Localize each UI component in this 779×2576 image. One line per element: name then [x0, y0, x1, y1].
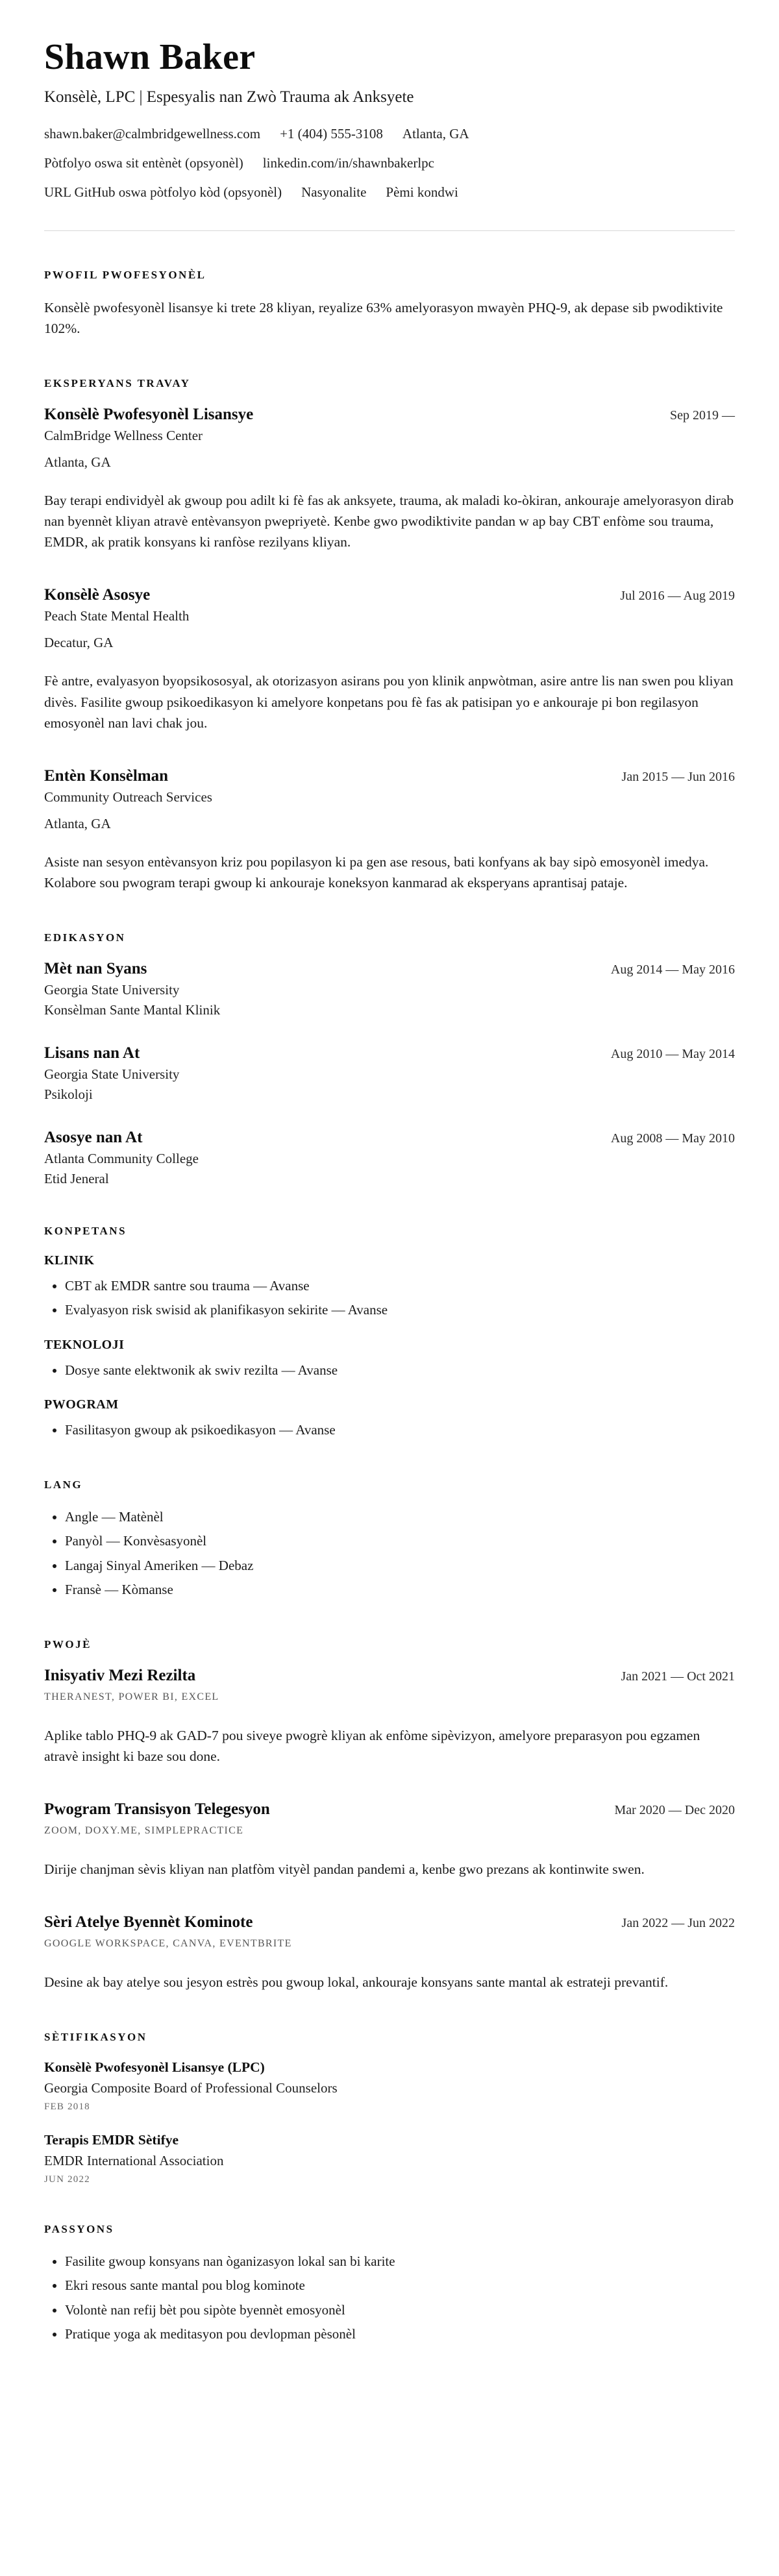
- contact-row-3: [44, 184, 735, 201]
- phone-text: +1 (404) 555-3108: [280, 126, 383, 141]
- job-description: Bay terapi endividyèl ak gwoup pou adilt ki fè fas ak anksyete, trauma, ak maladi ko-òkiran, ankouraje amelyorasyon dirab nan byennèt kliyan atravè entèvansyon pwepriyetè. Kenbe gwo pwodiktivite pandan w ap bay CBT enfòme sou trauma, EMDR, ak pratik konsyans ki ranfòse rezilyans kliyan.: [44, 492, 734, 550]
- experience-entry: [44, 586, 735, 733]
- education-entry: [44, 1129, 735, 1187]
- job-dates: Jul 2016 — Aug 2019: [620, 589, 735, 604]
- skill-list: [44, 1420, 735, 1441]
- nationality-text: Nasyonalite: [301, 184, 367, 200]
- degree-title: Mèt nan Syans: [44, 959, 147, 977]
- language-item: • Fransè — Kòmanse: [65, 1580, 735, 1601]
- project-name: Inisyativ Mezi Rezilta: [44, 1666, 196, 1684]
- section-heading-profile: PWOFIL PWOFESYONÈL: [44, 269, 206, 281]
- experience-entry-head: [44, 406, 735, 424]
- skill-group-name: PWOGRAM: [44, 1397, 119, 1412]
- education-entry-head: [44, 960, 735, 978]
- certification-entry: [44, 2132, 735, 2185]
- experience-entry-head: [44, 767, 735, 785]
- skill-item: • Dosye sante elektwonik ak swiv rezilta — Avanse: [65, 1360, 735, 1381]
- job-location: Atlanta, GA: [44, 454, 111, 470]
- skill-group-name: TEKNOLOJI: [44, 1337, 125, 1352]
- github-url-text: URL GitHub oswa pòtfolyo kòd (opsyonèl): [44, 184, 282, 200]
- certification-name: Terapis EMDR Sètifye: [44, 2131, 179, 2148]
- linkedin-text: linkedin.com/in/shawnbakerlpc: [262, 155, 434, 171]
- project-description: Dirije chanjman sèvis kliyan nan platfòm vityèl pandan pandemi a, kenbe gwo prezans ak kontinwite swen.: [44, 1861, 645, 1877]
- person-title: Konsèlè, LPC | Espesyalis nan Zwò Trauma ak Anksyete: [44, 88, 414, 106]
- education-entry-head: [44, 1129, 735, 1147]
- skill-item: • Fasilitasyon gwoup ak psikoedikasyon — Avanse: [65, 1420, 735, 1441]
- section-experience: [44, 377, 735, 894]
- experience-entry: [44, 406, 735, 553]
- job-title: Entèn Konsèlman: [44, 767, 169, 785]
- contact-row-1: [44, 126, 735, 142]
- header-divider: [44, 230, 735, 231]
- passion-item: • Ekri resous sante mantal pou blog kominote: [65, 2275, 735, 2296]
- company-name: Community Outreach Services: [44, 789, 212, 805]
- project-tech-stack: GOOGLE WORKSPACE, CANVA, EVENTBRITE: [44, 1938, 292, 1950]
- job-location: Atlanta, GA: [44, 816, 111, 831]
- skill-group-technology: [44, 1338, 735, 1381]
- location-text: Atlanta, GA: [402, 126, 469, 141]
- section-heading-education: EDIKASYON: [44, 931, 126, 944]
- section-heading-certifications: SÈTIFIKASYON: [44, 2030, 147, 2043]
- job-description: Asiste nan sesyon entèvansyon kriz pou popilasyon ki pa gen ase resous, bati konfyans ak bay sipò emosyonèl imedya. Kolabore sou pwogram terapi gwoup ki ankouraje koneksyon kanmarad ak eksperyans aprantisaj pataje.: [44, 854, 709, 891]
- job-title: Konsèlè Asosye: [44, 586, 151, 604]
- certification-name: Konsèlè Pwofesyonèl Lisansye (LPC): [44, 2059, 265, 2075]
- language-list: [44, 1507, 735, 1601]
- passion-list: [44, 2251, 735, 2345]
- education-entry: [44, 1044, 735, 1103]
- language-item: • Angle — Matènèl: [65, 1507, 735, 1528]
- email-text: shawn.baker@calmbridgewellness.com: [44, 126, 261, 141]
- school-name: Georgia State University: [44, 981, 180, 998]
- certification-issuer: EMDR International Association: [44, 2152, 224, 2168]
- company-name: CalmBridge Wellness Center: [44, 427, 203, 443]
- company-name: Peach State Mental Health: [44, 608, 190, 624]
- job-dates: Sep 2019 —: [670, 408, 735, 423]
- section-education: [44, 931, 735, 1187]
- person-name: Shawn Baker: [44, 37, 256, 77]
- project-dates: Mar 2020 — Dec 2020: [614, 1803, 735, 1817]
- job-location: Decatur, GA: [44, 635, 114, 651]
- project-entry: [44, 1913, 735, 1993]
- driving-license-text: Pèmi kondwi: [386, 184, 458, 200]
- portfolio-text: Pòtfolyo oswa sit entènèt (opsyonèl): [44, 155, 243, 171]
- profile-summary: Konsèlè pwofesyonèl lisansye ki trete 28 kliyan, reyalize 63% amelyorasyon mwayèn PHQ-9, ak depase sib pwodiktivite 102%.: [44, 300, 723, 337]
- language-item: • Langaj Sinyal Ameriken — Debaz: [65, 1556, 735, 1576]
- project-name: Sèri Atelye Byennèt Kominote: [44, 1913, 253, 1932]
- project-tech-stack: ZOOM, DOXY.ME, SIMPLEPRACTICE: [44, 1825, 244, 1836]
- skill-item: • CBT ak EMDR santre sou trauma — Avanse: [65, 1276, 735, 1297]
- section-projects: [44, 1638, 735, 1993]
- education-dates: Aug 2014 — May 2016: [610, 962, 735, 977]
- skill-group-name: KLINIK: [44, 1253, 95, 1268]
- passion-item: • Pratique yoga ak meditasyon pou devlopman pèsonèl: [65, 2324, 735, 2345]
- project-entry-head: [44, 1667, 735, 1685]
- section-heading-skills: KONPETANS: [44, 1224, 127, 1237]
- passion-item: • Fasilite gwoup konsyans nan òganizasyon lokal san bi karite: [65, 2251, 735, 2272]
- education-dates: Aug 2008 — May 2010: [610, 1131, 735, 1146]
- section-heading-experience: EKSPERYANS TRAVAY: [44, 376, 191, 389]
- job-description: Fè antre, evalyasyon byopsikososyal, ak otorizasyon asirans pou yon klinik anpwòtman, asire antre lis nan swen pou kliyan divès. Fasilite gwoup psikoedikasyon ki amelyore konpetans pou fè fas ak patisipan yo e ankouraje pi bon regilasyon emosyonèl nan lavi chak jou.: [44, 673, 734, 731]
- section-skills: [44, 1225, 735, 1441]
- project-entry-head: [44, 1913, 735, 1932]
- education-entry-head: [44, 1044, 735, 1062]
- project-dates: Jan 2021 — Oct 2021: [621, 1669, 735, 1684]
- certification-entry: [44, 2059, 735, 2113]
- skill-list: [44, 1276, 735, 1321]
- experience-entry: [44, 767, 735, 894]
- section-languages: [44, 1478, 735, 1601]
- job-dates: Jan 2015 — Jun 2016: [621, 770, 735, 784]
- skill-list: [44, 1360, 735, 1381]
- project-entry-head: [44, 1800, 735, 1819]
- school-name: Georgia State University: [44, 1066, 180, 1082]
- certification-issuer: Georgia Composite Board of Professional Counselors: [44, 2079, 338, 2096]
- degree-title: Lisans nan At: [44, 1044, 140, 1062]
- experience-entry-head: [44, 586, 735, 604]
- project-dates: Jan 2022 — Jun 2022: [621, 1916, 735, 1931]
- project-description: Aplike tablo PHQ-9 ak GAD-7 pou siveye pwogrè kliyan ak enfòme sipèvizyon, amelyore preparasyon pou egzamen atravè insight ki baze sou done.: [44, 1727, 700, 1764]
- section-profile: [44, 269, 735, 339]
- section-passions: [44, 2223, 735, 2345]
- field-of-study: Konsèlman Sante Mantal Klinik: [44, 1001, 221, 1018]
- job-title: Konsèlè Pwofesyonèl Lisansye: [44, 405, 254, 423]
- skill-group-clinical: [44, 1253, 735, 1321]
- skill-item: • Evalyasyon risk swisid ak planifikasyon sekirite — Avanse: [65, 1300, 735, 1321]
- passion-item: • Volontè nan refij bèt pou sipòte byennèt emosyonèl: [65, 2300, 735, 2321]
- school-name: Atlanta Community College: [44, 1150, 199, 1166]
- field-of-study: Etid Jeneral: [44, 1170, 109, 1186]
- skill-group-program: [44, 1397, 735, 1441]
- section-heading-languages: LANG: [44, 1478, 83, 1491]
- language-item: • Panyòl — Konvèsasyonèl: [65, 1531, 735, 1552]
- contact-row-2: [44, 155, 735, 171]
- section-heading-projects: PWOJÈ: [44, 1638, 92, 1650]
- project-entry: [44, 1667, 735, 1767]
- certification-date: JUN 2022: [44, 2174, 90, 2185]
- degree-title: Asosye nan At: [44, 1128, 143, 1146]
- resume-header: [44, 36, 735, 201]
- education-entry: [44, 960, 735, 1018]
- project-tech-stack: THERANEST, POWER BI, EXCEL: [44, 1691, 219, 1702]
- project-description: Desine ak bay atelye sou jesyon estrès pou gwoup lokal, ankouraje konsyans sante mantal ak estrateji prevantif.: [44, 1974, 669, 1991]
- section-certifications: [44, 2031, 735, 2185]
- section-heading-passions: PASSYONS: [44, 2222, 114, 2235]
- project-entry: [44, 1800, 735, 1880]
- education-dates: Aug 2010 — May 2014: [610, 1046, 735, 1061]
- certification-date: FEB 2018: [44, 2101, 90, 2112]
- field-of-study: Psikoloji: [44, 1086, 93, 1102]
- project-name: Pwogram Transisyon Telegesyon: [44, 1800, 270, 1818]
